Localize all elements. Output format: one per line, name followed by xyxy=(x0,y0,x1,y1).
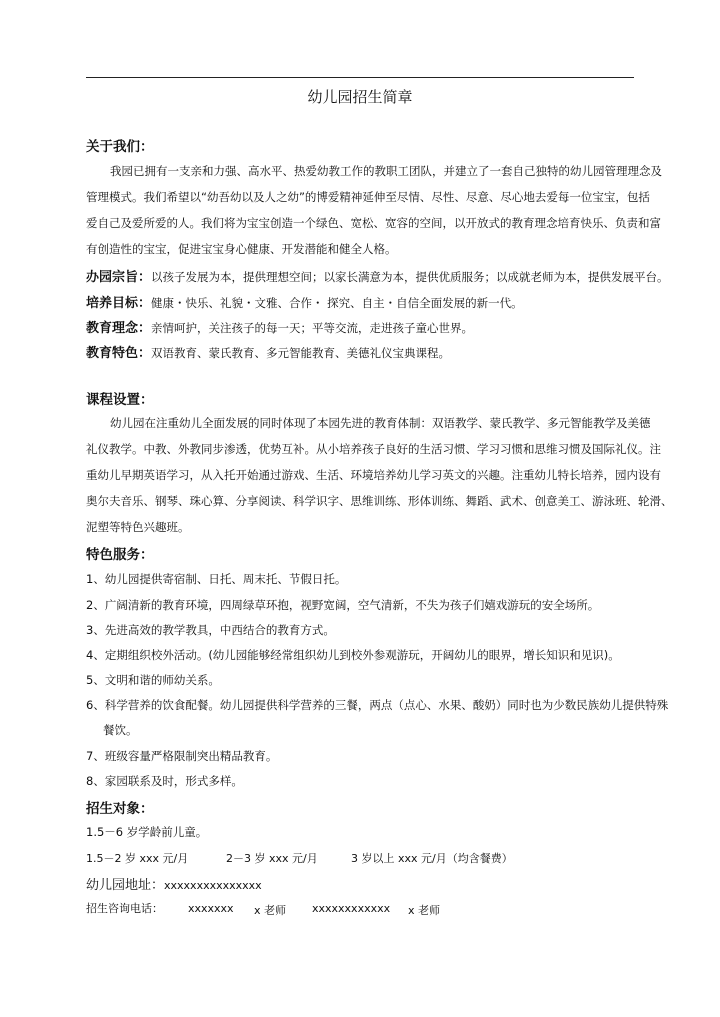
courses-line: 礼仪教学。中教、外教同步渗透，优势互补。从小培养孩子良好的生活习惯、学习习惯和思维习惯及国际礼仪。注 xyxy=(86,442,661,456)
service-item: 4、定期组织校外活动。(幼儿园能够经常组织幼儿到校外参观游玩，开阔幼儿的眼界，增长知识和见识)。 xyxy=(86,648,620,662)
service-item: 7、班级容量严格限制突出精品教育。 xyxy=(86,749,278,763)
enroll-heading: 招生对象： xyxy=(86,801,154,817)
fee-row xyxy=(86,850,646,866)
courses-line: 重幼儿早期英语学习，从入托开始通过游戏、生活、环境培养幼儿学习英文的兴趣。注重幼儿特长培养，园内设有 xyxy=(86,468,661,482)
address-row xyxy=(86,874,262,893)
about-line: 爱自己及爱所爱的人。我们将为宝宝创造一个绿色、宽松、宽容的空间，以开放式的教育理念培育快乐、负责和富 xyxy=(86,216,661,230)
page-title: 幼儿园招生简章 xyxy=(307,88,413,106)
info-item-text: 健康・快乐、礼貌・文雅、合作・ 探究、自主・自信全面发展的新一代。 xyxy=(151,296,523,310)
info-item-label: 培养目标： xyxy=(86,296,152,311)
fee-item: 3 岁以上 xxx 元/月（均含餐费） xyxy=(351,852,513,865)
phone-label: 招生咨询电话： xyxy=(86,902,163,915)
about-heading: 关于我们： xyxy=(86,139,154,155)
courses-heading: 课程设置： xyxy=(86,392,154,408)
courses-line: 幼儿园在注重幼儿全面发展的同时体现了本园先进的教育体制：双语教学、蒙氏教学、多元智能教学及美德 xyxy=(110,416,651,430)
info-item-text: 亲情呵护，关注孩子的每一天；平等交流，走进孩子童心世界。 xyxy=(151,321,474,335)
service-item: 5、文明和谐的师幼关系。 xyxy=(86,673,220,687)
phone-number: xxxxxxx xyxy=(188,902,234,915)
header-rule xyxy=(86,77,634,78)
services-heading: 特色服务： xyxy=(86,547,154,563)
address-label: 幼儿园地址： xyxy=(86,878,165,893)
service-item: 3、先进高效的教学教具，中西结合的教育方式。 xyxy=(86,623,335,637)
service-item-continued: 餐饮。 xyxy=(103,723,138,737)
phone-number: xxxxxxxxxxxx xyxy=(312,902,391,915)
fee-item: 2－3 岁 xxx 元/月 xyxy=(226,852,318,865)
phone-row xyxy=(86,900,646,918)
fee-item: 1.5－2 岁 xxx 元/月 xyxy=(86,852,189,865)
info-item-goal xyxy=(86,292,523,311)
courses-line: 奥尔夫音乐、钢琴、珠心算、分享阅读、科学识字、思维训练、形体训练、舞蹈、武术、创意美工、游泳班、轮滑、 xyxy=(86,494,673,508)
info-item-label: 办园宗旨： xyxy=(86,270,152,285)
info-item-text: 以孩子发展为本，提供理想空间；以家长满意为本，提供优质服务；以成就老师为本，提供发展平台。 xyxy=(151,270,669,284)
contact-name: x 老师 xyxy=(408,904,441,917)
info-item-text: 双语教育、蒙氏教育、多元智能教育、美德礼仪宝典课程。 xyxy=(151,346,451,360)
info-item-label: 教育理念： xyxy=(86,321,152,336)
info-item-philosophy xyxy=(86,317,473,336)
about-line: 有创造性的宝宝，促进宝宝身心健康、开发潜能和健全人格。 xyxy=(86,242,397,256)
info-item-purpose xyxy=(86,266,669,285)
service-item: 8、家园联系及时，形式多样。 xyxy=(86,774,243,788)
contact-name: x 老师 xyxy=(254,904,287,917)
info-item-features xyxy=(86,342,450,361)
enroll-age: 1.5－6 岁学龄前儿童。 xyxy=(86,825,208,839)
address-value: xxxxxxxxxxxxxxx xyxy=(164,879,262,892)
courses-line: 泥塑等特色兴趣班。 xyxy=(86,520,190,534)
about-line: 我园已拥有一支亲和力强、高水平、热爱幼教工作的教职工团队，并建立了一套自己独特的幼儿园管理理念及 xyxy=(110,164,662,178)
service-item: 1、幼儿园提供寄宿制、日托、周末托、节假日托。 xyxy=(86,572,347,586)
info-item-label: 教育特色： xyxy=(86,346,152,361)
service-item: 6、科学营养的饮食配餐。幼儿园提供科学营养的三餐，两点（点心、水果、酸奶）同时也为少数民族幼儿提供特殊 xyxy=(86,698,669,712)
service-item: 2、广阔清新的教育环境，四周绿草环抱，视野宽阔，空气清新，不失为孩子们嬉戏游玩的安全场所。 xyxy=(86,598,600,612)
about-line: 管理模式。我们希望以“幼吾幼以及人之幼”的博爱精神延伸至尽情、尽性、尽意、尽心地去爱每一位宝宝，包括 xyxy=(86,190,650,204)
